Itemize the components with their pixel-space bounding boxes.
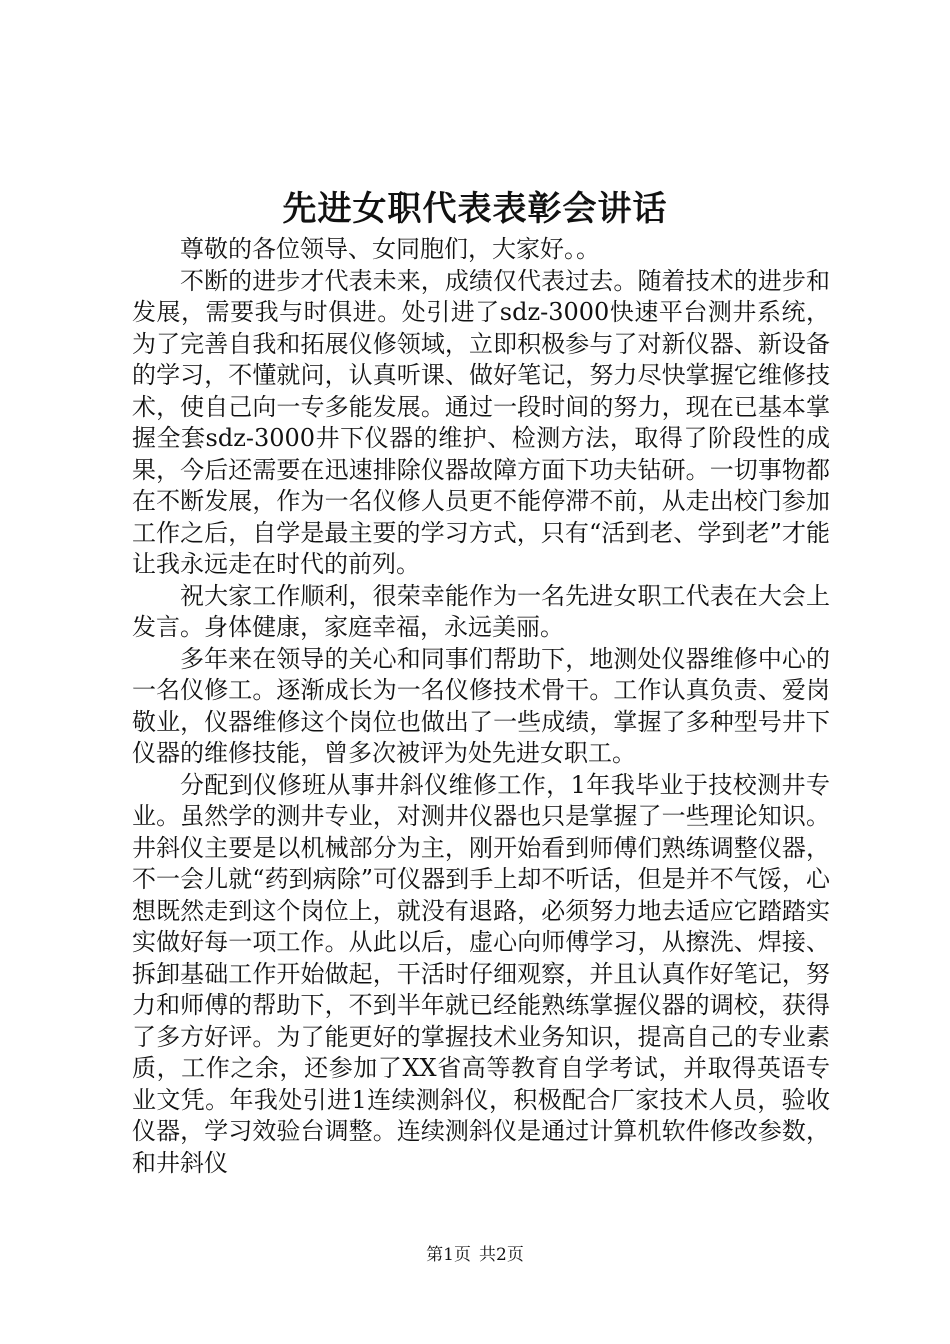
document-body: [132, 234, 830, 1179]
document-title: 先进女职代表表彰会讲话: [282, 189, 668, 229]
paragraph-career: 分配到仪修班从事井斜仪维修工作，1年我毕业于技校测井专业。虽然学的测井专业，对测井仪器也只是掌握了一些理论知识。井斜仪主要是以机械部分为主，刚开始看到师傅们熟练调整仪器，不一会儿就“药到病除”可仪器到手上却不听话，但是并不气馁，心想既然走到这个岗位上，就没有退路，必须努力地去适应它踏踏实实做好每一项工作。从此以后，虚心向师傅学习，从擦洗、焊接、拆卸基础工作开始做起，干活时仔细观察，并且认真作好笔记，努力和师傅的帮助下，不到半年就已经能熟练掌握仪器的调校，获得了多方好评。为了能更好的掌握技术业务知识，提高自己的专业素质，工作之余，还参加了XX省高等教育自学考试，并取得英语专业文凭。年我处引进1连续测斜仪，积极配合厂家技术人员，验收仪器，学习效验台调整。连续测斜仪是通过计算机软件修改参数，和井斜仪: [132, 770, 830, 1177]
page-number: 第1页: [426, 1245, 471, 1265]
paragraph-greeting: 尊敬的各位领导、女同胞们，大家好。。: [180, 235, 600, 263]
paragraph-progress: 不断的进步才代表未来，成绩仅代表过去。随着技术的进步和发展，需要我与时俱进。处引进了sdz-3000快速平台测井系统，为了完善自我和拓展仪修领域，立即积极参与了对新仪器、新设备的学习，不懂就问，认真听课、做好笔记，努力尽快掌握它维修技术，使自己向一专多能发展。通过一段时间的努力，现在已基本掌握全套sdz-3000井下仪器的维护、检测方法，取得了阶段性的成果，今后还需要在迅速排除仪器故障方面下功夫钻研。一切事物都在不断发展，作为一名仪修人员更不能停滞不前，从走出校门参加工作之后，自学是最主要的学习方式，只有“活到老、学到老”才能让我永远走在时代的前列。: [132, 266, 830, 578]
page-total: 共2页: [479, 1245, 524, 1265]
page-footer: [0, 1244, 950, 1266]
paragraph-wishes: 祝大家工作顺利，很荣幸能作为一名先进女职工代表在大会上发言。身体健康，家庭幸福，永远美丽。: [132, 581, 830, 641]
paragraph-growth: 多年来在领导的关心和同事们帮助下，地测处仪器维修中心的一名仪修工。逐渐成长为一名仪修技术骨干。工作认真负责、爱岗敬业，仪器维修这个岗位也做出了一些成绩，掌握了多种型号井下仪器的维修技能，曾多次被评为处先进女职工。: [132, 644, 830, 767]
